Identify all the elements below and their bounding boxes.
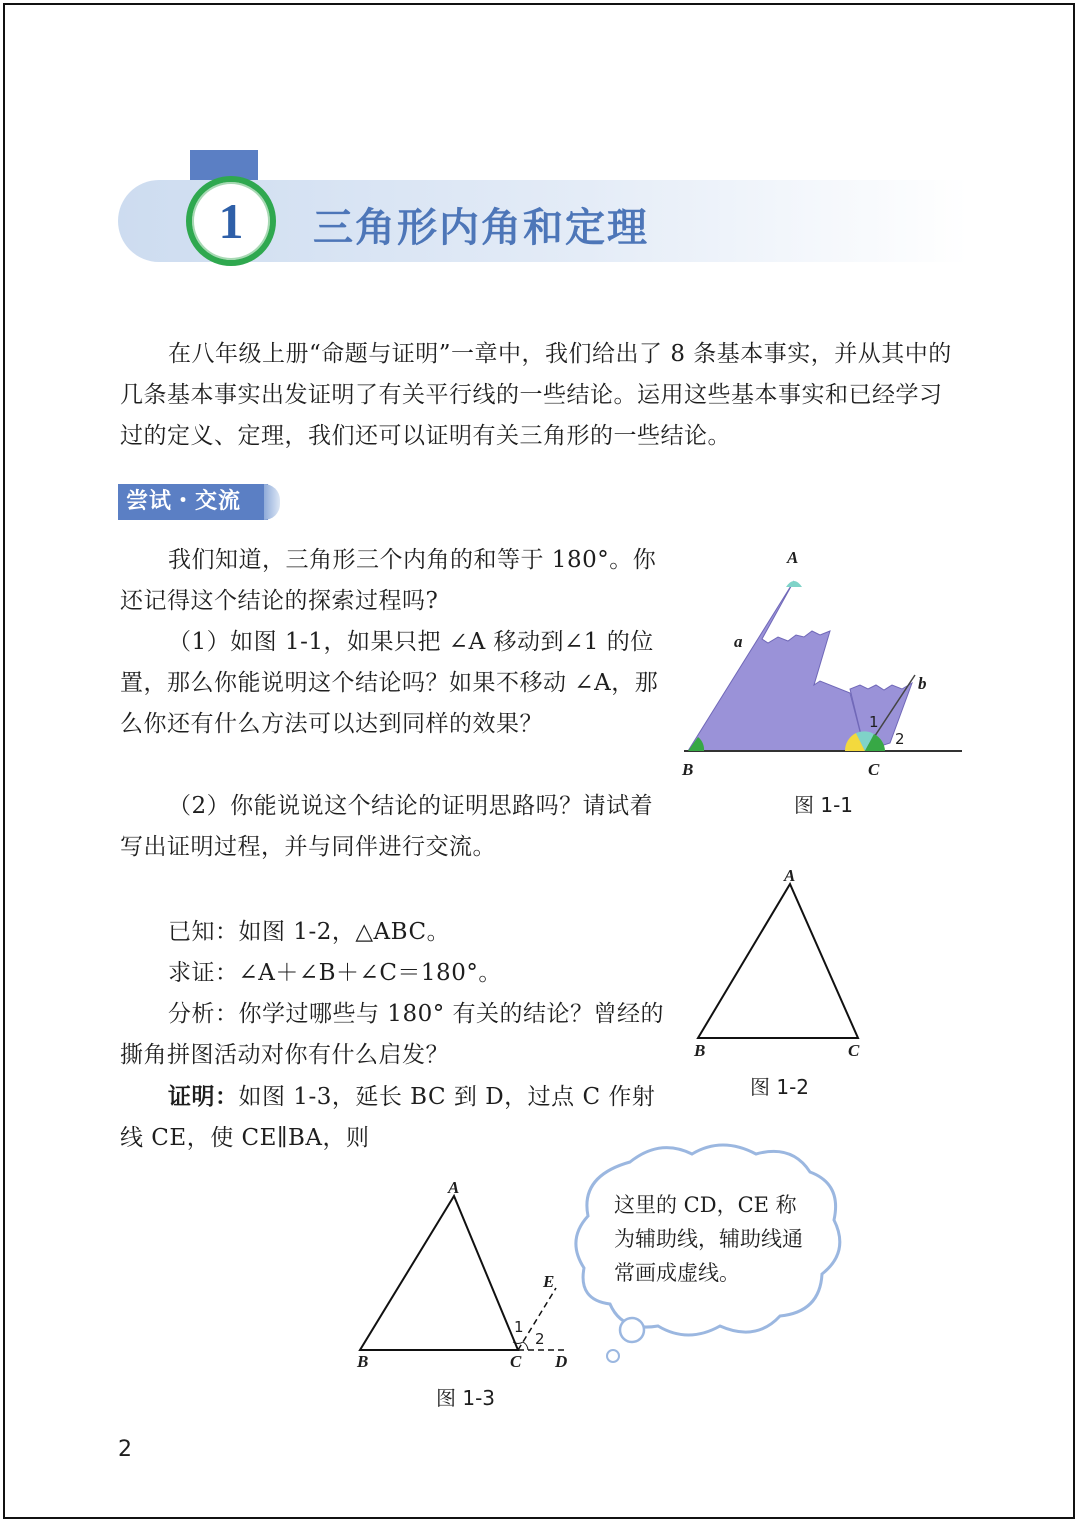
fig2-label-C: C (848, 1041, 860, 1060)
bubble-dot-small (607, 1350, 619, 1362)
fig3-caption: 图 1-3 (436, 1386, 496, 1410)
try-paragraph-3: （2）你能说说这个结论的证明思路吗？请试着写出证明过程，并与同伴进行交流。 (120, 793, 654, 860)
angle-A-arc (786, 581, 802, 587)
bubble-text: 这里的 CD，CE 称为辅助线，辅助线通常画成虚线。 (614, 1193, 803, 1285)
try-paragraph-1: 我们知道，三角形三个内角的和等于 180°。你还记得这个结论的探索过程吗? (120, 547, 657, 614)
fig1-label-a: a (734, 632, 743, 651)
proof-analysis: 分析：你学过哪些与 180° 有关的结论？曾经的撕角拼图活动对你有什么启发？ (120, 1001, 665, 1068)
triangle-ABC (698, 884, 858, 1038)
fig3-label-D: D (555, 1352, 568, 1371)
fig1-label-1: 1 (869, 713, 879, 731)
fig2-label-B: B (694, 1041, 706, 1060)
fig2-label-A: A (784, 866, 796, 885)
bubble-dot-large (620, 1318, 644, 1342)
page-number: 2 (118, 1437, 132, 1462)
fig3-label-2: 2 (535, 1330, 545, 1348)
fig1-label-2: 2 (895, 730, 905, 748)
try-label-text: 尝试・交流 (126, 489, 242, 514)
angle-2-arc-fig3 (523, 1342, 528, 1350)
fig3-label-1: 1 (514, 1318, 524, 1336)
section-number: 1 (218, 193, 244, 249)
section-title: 三角形内角和定理 (313, 205, 649, 251)
fig1-label-A: A (787, 548, 799, 567)
fig1-caption: 图 1-1 (794, 793, 854, 817)
fig1-label-b: b (918, 674, 927, 693)
proof-given: 已知：如图 1-2，△ABC。 (168, 919, 451, 945)
triangle-ABC-fig3 (360, 1196, 518, 1350)
figure-1-1 (670, 545, 970, 785)
fig3-label-C: C (510, 1352, 522, 1371)
try-paragraph-2: （1）如图 1-1，如果只把 ∠A 移动到∠1 的位置，那么你能说明这个结论吗？如果不移动 ∠A，那么你还有什么方法可以达到同样的效果？ (120, 629, 659, 737)
section-header (118, 150, 968, 270)
figure-1-2 (690, 870, 870, 1050)
fig3-label-A: A (448, 1178, 460, 1197)
fig3-label-E: E (543, 1272, 555, 1291)
fig1-label-B: B (682, 760, 694, 779)
proof-label: 证明： (168, 1083, 239, 1110)
fig2-caption: 图 1-2 (750, 1075, 810, 1099)
intro-paragraph: 在八年级上册“命题与证明”一章中，我们给出了 8 条基本事实，并从其中的几条基本事实出发证明了有关平行线的一些结论。运用这些基本事实和已经学习过的定义、定理，我们还可以证明有关三角形的一些结论。 (120, 341, 952, 449)
fig1-label-C: C (868, 760, 880, 779)
torn-triangle (688, 581, 865, 751)
fig3-label-B: B (357, 1352, 369, 1371)
proof-text: 如图 1-3，延长 BC 到 D，过点 C 作射线 CE，使 CE∥BA，则 (120, 1084, 656, 1151)
try-exchange-label (118, 484, 280, 520)
proof-prove: 求证：∠A＋∠B＋∠C＝180°。 (168, 960, 502, 986)
